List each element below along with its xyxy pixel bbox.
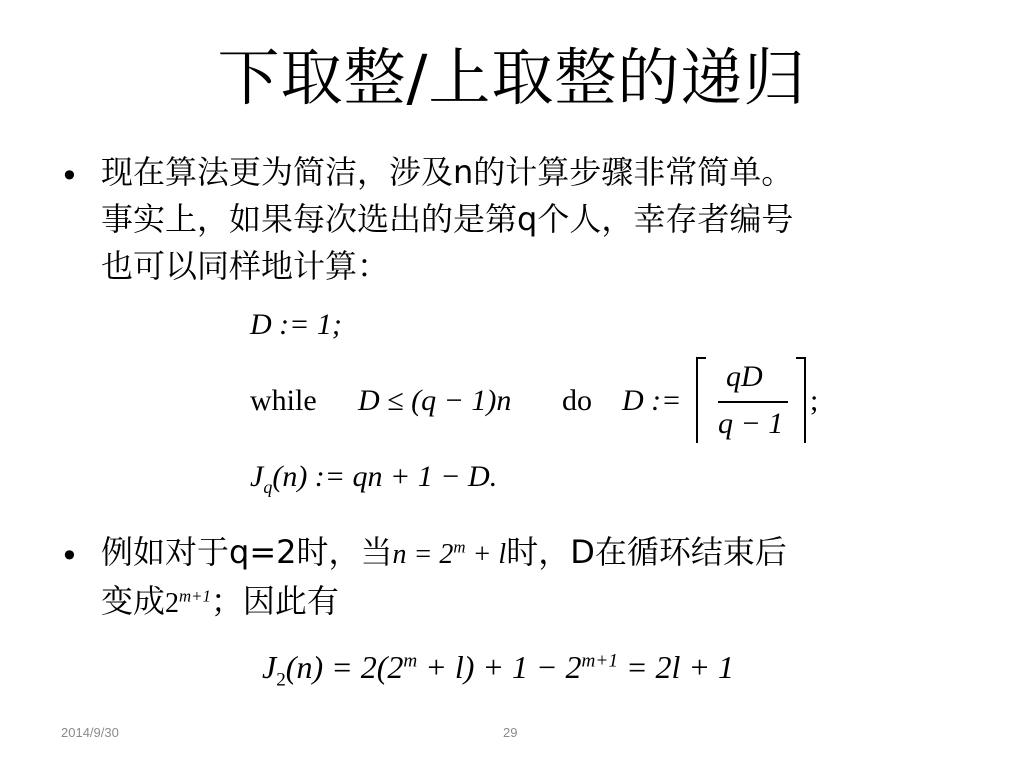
result-J: J [250,460,264,493]
fraction-bar [718,401,788,403]
paragraph1-line1: 现在算法更为简洁，涉及n的计算步骤非常简单。 [101,153,794,191]
algo-while-keyword: while [250,384,317,417]
fraction-numerator: qD [726,360,763,393]
ceil-left-bracket [696,357,706,443]
paragraph2-line1 [101,529,787,578]
algo-assign-lhs: D := [622,384,682,417]
inline-formula-n: $n = 2^m + l$ [392,537,507,570]
slide-title: 下取整/上取整的递归 [217,41,807,114]
algo-semicolon: ; [810,384,819,417]
footer-date: 2014/9/30 [61,725,119,740]
bullet-dot-2: • [60,537,79,575]
algo-result-line [250,460,498,497]
bullet-dot: • [60,157,79,195]
result-rest: (n) := qn + 1 − D. [272,460,498,493]
ceil-right-bracket [796,357,806,443]
algo-init-line: D := 1; [250,308,342,341]
inline-formula-power: $2^{m+1}$ [165,586,211,619]
final-formula: $J_2(n) = 2(2^m + l) + 1 - 2^{m+1} = 2l + 1$ [262,649,735,691]
paragraph2-line2 [101,578,339,627]
paragraph1-line3: 也可以同样地计算： [101,247,390,285]
algo-while-condition: D ≤ (q − 1)n [358,384,512,417]
paragraph2-part-b: 时，D在循环结束后 [506,533,787,571]
paragraph2-line2-b: ；因此有 [210,582,339,620]
fraction-denominator: q − 1 [718,407,784,440]
paragraph2-line2-a: 变成 [101,582,166,620]
result-subscript: q [263,477,273,497]
paragraph1-line2: 事实上，如果每次选出的是第q个人，幸存者编号 [101,200,794,238]
algo-do-keyword: do [562,384,592,417]
paragraph2-part-a: 例如对于q=2时，当 [101,533,393,571]
footer-page-number: 29 [503,725,518,740]
